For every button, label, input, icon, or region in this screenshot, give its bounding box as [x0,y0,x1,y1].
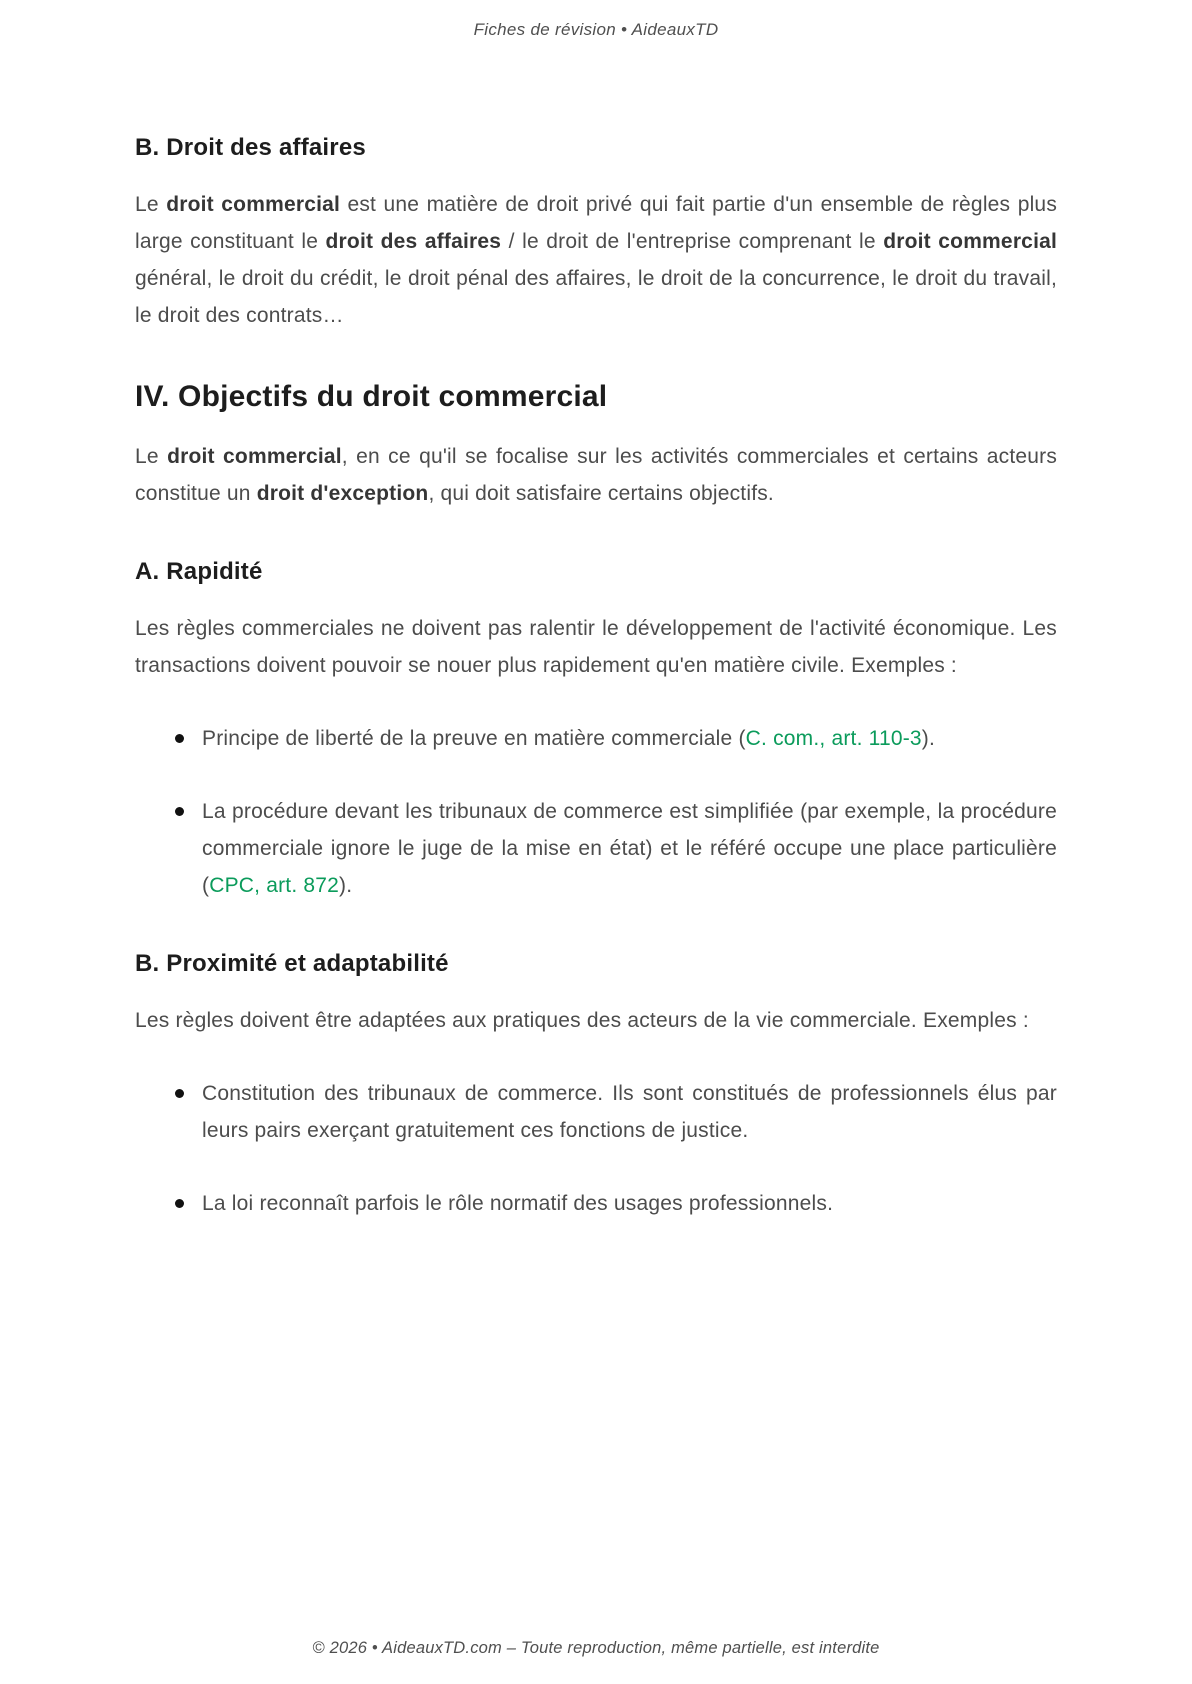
bold-term: droit des affaires [325,230,502,253]
text-segment: est une matière de droit privé qui fait partie d'un ensemble de règles plus large constituant le [135,193,1058,253]
text-segment: Constitution des tribunaux de commerce. Ils sont constitués de professionnels élus par leurs pairs exerçant gratuitement ces fonctions de justice. [202,1082,1057,1142]
text-segment: Le [135,445,168,468]
text-segment: général, le droit du crédit, le droit pénal des affaires, le droit de la concurrence, le droit du travail, le droit des contrats… [135,267,1057,327]
paragraph-droit-des-affaires [135,186,1057,334]
text-segment: Principe de liberté de la preuve en matière commerciale ( [202,727,746,750]
heading-rapidite: A. Rapidité [135,558,263,585]
legal-reference: C. com., art. 110-3 [745,727,922,750]
bold-term: droit commercial [883,230,1058,253]
heading-objectifs-droit-commercial: IV. Objectifs du droit commercial [135,380,608,413]
paragraph-objectifs [135,438,1057,512]
legal-reference: CPC, art. 872 [209,874,340,897]
list-item [135,720,1057,757]
bold-term: droit commercial [166,193,341,216]
list-item [135,1075,1057,1149]
page-footer: © 2026 • AideauxTD.com – Toute reproduction, même partielle, est interdite [312,1639,880,1657]
text-segment: Le [135,193,167,216]
text-segment: La procédure devant les tribunaux de commerce est simplifiée (par exemple, la procédure commerciale ignore le juge de la mise en état) et le référé occupe une place particulière ( [202,800,1057,897]
text-segment: ). [921,727,936,750]
proximite-bullet-list [135,1075,1057,1222]
paragraph-rapidite [135,610,1057,684]
heading-proximite-adaptabilite: B. Proximité et adaptabilité [135,950,449,977]
rapidite-bullet-list [135,720,1057,904]
bold-term: droit d'exception [256,482,429,505]
text-segment: , qui doit satisfaire certains objectifs. [428,482,774,505]
text-segment: Les règles commerciales ne doivent pas ralentir le développement de l'activité économique. Les transactions doivent pouvoir se nouer plus rapidement qu'en matière civile. Exemples : [135,617,1057,677]
bold-term: droit commercial [167,445,342,468]
list-item [135,1185,1057,1222]
heading-droit-des-affaires: B. Droit des affaires [135,134,366,161]
text-segment: / le droit de l'entreprise comprenant le [501,230,884,253]
document-content [135,134,1057,1222]
page-header: Fiches de révision • AideauxTD [473,20,719,39]
list-item [135,793,1057,904]
text-segment: La loi reconnaît parfois le rôle normatif des usages professionnels. [202,1192,834,1215]
paragraph-proximite [135,1002,1057,1039]
text-segment: ). [339,874,353,897]
text-segment: , en ce qu'il se focalise sur les activités commerciales et certains acteurs constitue un [135,445,1058,505]
text-segment: Les règles doivent être adaptées aux pratiques des acteurs de la vie commerciale. Exemples : [135,1009,1029,1032]
